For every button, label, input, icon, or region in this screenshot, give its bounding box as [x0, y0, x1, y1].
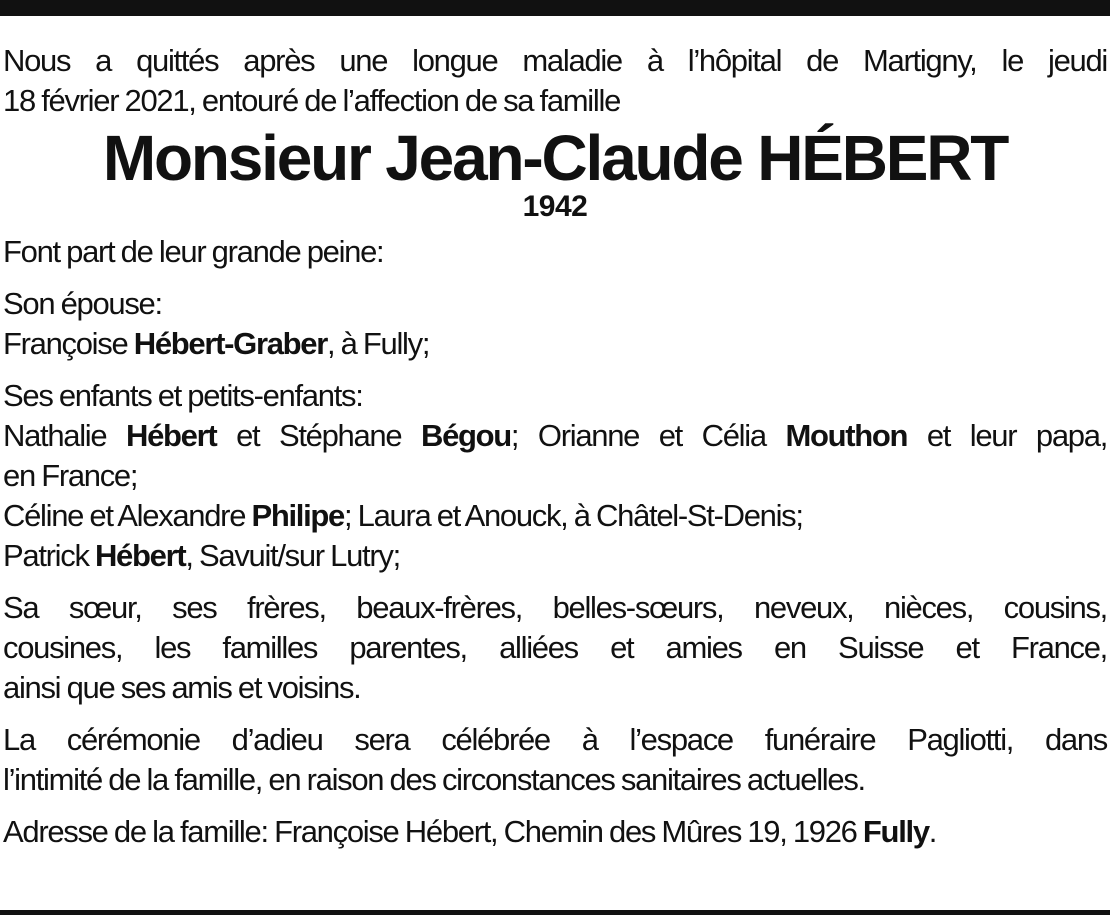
deceased-birth-year: 1942 [522, 190, 588, 223]
address-section [3, 812, 1107, 852]
family-section [3, 588, 1107, 708]
intro-line-1: Nous a quittés après une longue maladie à l’hôpital de Martigny, le jeudi [3, 43, 1107, 78]
spouse-label: Son épouse: [3, 286, 162, 321]
announcement: Font part de leur grande peine: [3, 234, 384, 269]
ceremony-section [3, 720, 1107, 800]
children-line-1: Nathalie Hébert et Stéphane Bégou; Orianne et Célia Mouthon et leur papa, [3, 418, 1108, 453]
children-section [3, 376, 1107, 576]
children-line-2: en France; [3, 458, 138, 493]
spouse-surname: Hébert-Graber [133, 326, 328, 361]
family-line-1: Sa sœur, ses frères, beaux-frères, belles-sœurs, neveux, nièces, cousins, [3, 590, 1107, 625]
intro-line-2: 18 février 2021, entouré de l’affection de sa famille [3, 83, 621, 118]
top-border-rule [0, 0, 1110, 16]
children-label: Ses enfants et petits-enfants: [3, 378, 363, 413]
obituary-notice [3, 41, 1107, 852]
spouse-line: Françoise Hébert-Graber, à Fully; [3, 326, 430, 361]
family-line-2: cousines, les familles parentes, alliées et amies en Suisse et France, [3, 630, 1107, 665]
children-line-4: Patrick Hébert, Savuit/sur Lutry; [3, 538, 400, 573]
ceremony-line-2: l’intimité de la famille, en raison des circonstances sanitaires actuelles. [3, 762, 865, 797]
children-line-3: Céline et Alexandre Philipe; Laura et Anouck, à Châtel-St-Denis; [3, 498, 803, 533]
bottom-border-rule [0, 910, 1110, 915]
family-line-3: ainsi que ses amis et voisins. [3, 670, 361, 705]
ceremony-line-1: La cérémonie d’adieu sera célébrée à l’espace funéraire Pagliotti, dans [3, 722, 1107, 757]
address-city: Fully [862, 814, 929, 849]
deceased-name: Monsieur Jean-Claude HÉBERT [102, 122, 1008, 194]
family-address: Adresse de la famille: Françoise Hébert, Chemin des Mûres 19, 1926 Fully. [3, 814, 937, 849]
spouse-section [3, 284, 1107, 364]
